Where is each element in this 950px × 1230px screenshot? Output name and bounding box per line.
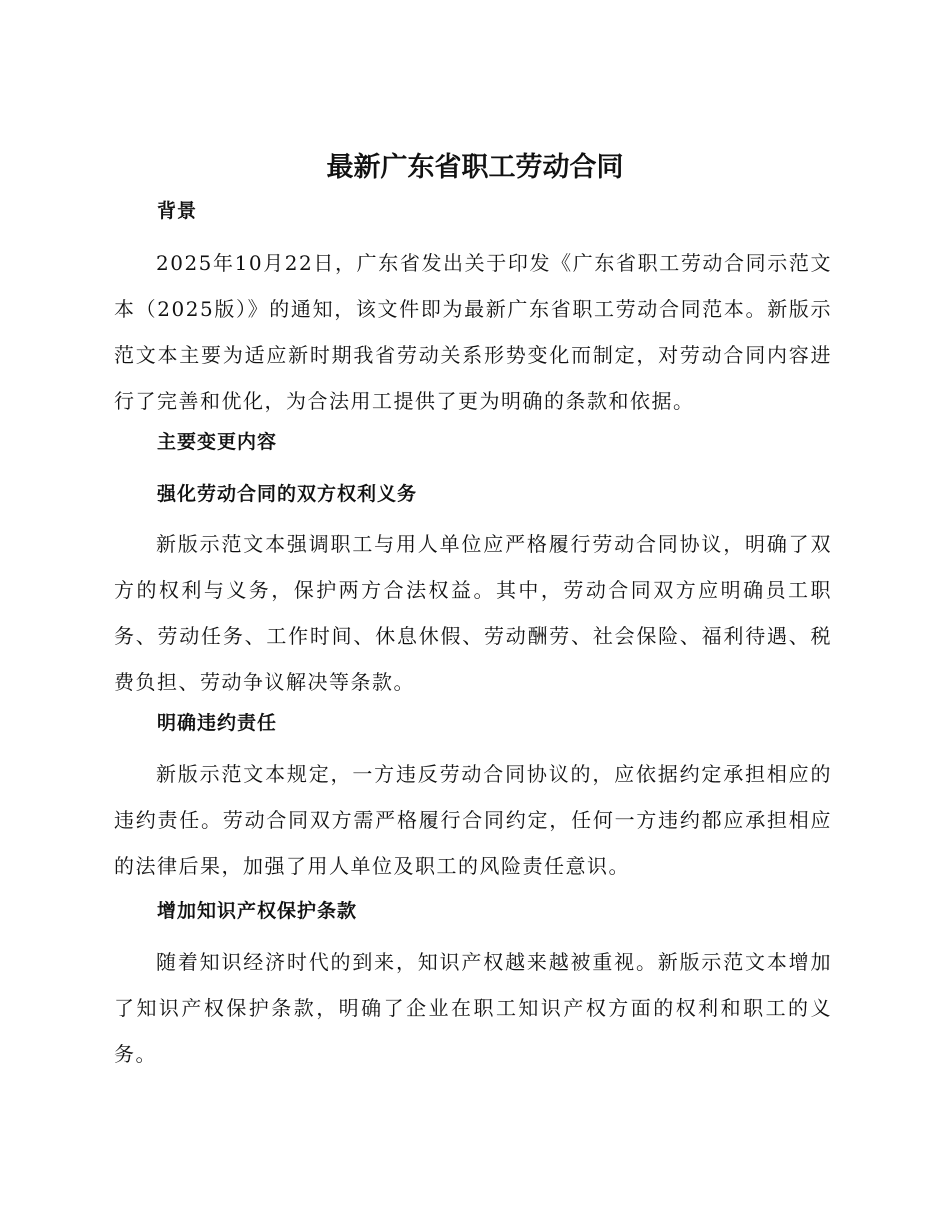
paragraph-rights: 新版示范文本强调职工与用人单位应严格履行劳动合同协议，明确了双方的权利与义务，保护两方合法权益。其中，劳动合同双方应明确员工职务、劳动任务、工作时间、休息休假、劳动酬劳、社会保险、福利待遇、税费负担、劳动争议解决等条款。	[114, 532, 832, 694]
paragraph-ip: 随着知识经济时代的到来，知识产权越来越被重视。新版示范文本增加了知识产权保护条款，明确了企业在职工知识产权方面的权利和职工的义务。	[114, 950, 832, 1066]
document-title: 最新广东省职工劳动合同	[326, 152, 624, 183]
section-heading-background: 背景	[157, 200, 198, 222]
paragraph-background: 2025年10月22日，广东省发出关于印发《广东省职工劳动合同示范文本（2025版）》的通知，该文件即为最新广东省职工劳动合同范本。新版示范文本主要为适应新时期我省劳动关系形势变化而制定，对劳动合同内容进行了完善和优化，为合法用工提供了更为明确的条款和依据。	[114, 251, 832, 413]
section-heading-rights: 强化劳动合同的双方权利义务	[157, 483, 418, 505]
paragraph-liability: 新版示范文本规定，一方违反劳动合同协议的，应依据约定承担相应的违约责任。劳动合同双方需严格履行合同约定，任何一方违约都应承担相应的法律后果，加强了用人单位及职工的风险责任意识。	[114, 762, 832, 878]
section-heading-ip: 增加知识产权保护条款	[157, 900, 358, 922]
section-heading-liability: 明确违约责任	[157, 712, 278, 734]
section-heading-main-changes: 主要变更内容	[157, 431, 278, 453]
